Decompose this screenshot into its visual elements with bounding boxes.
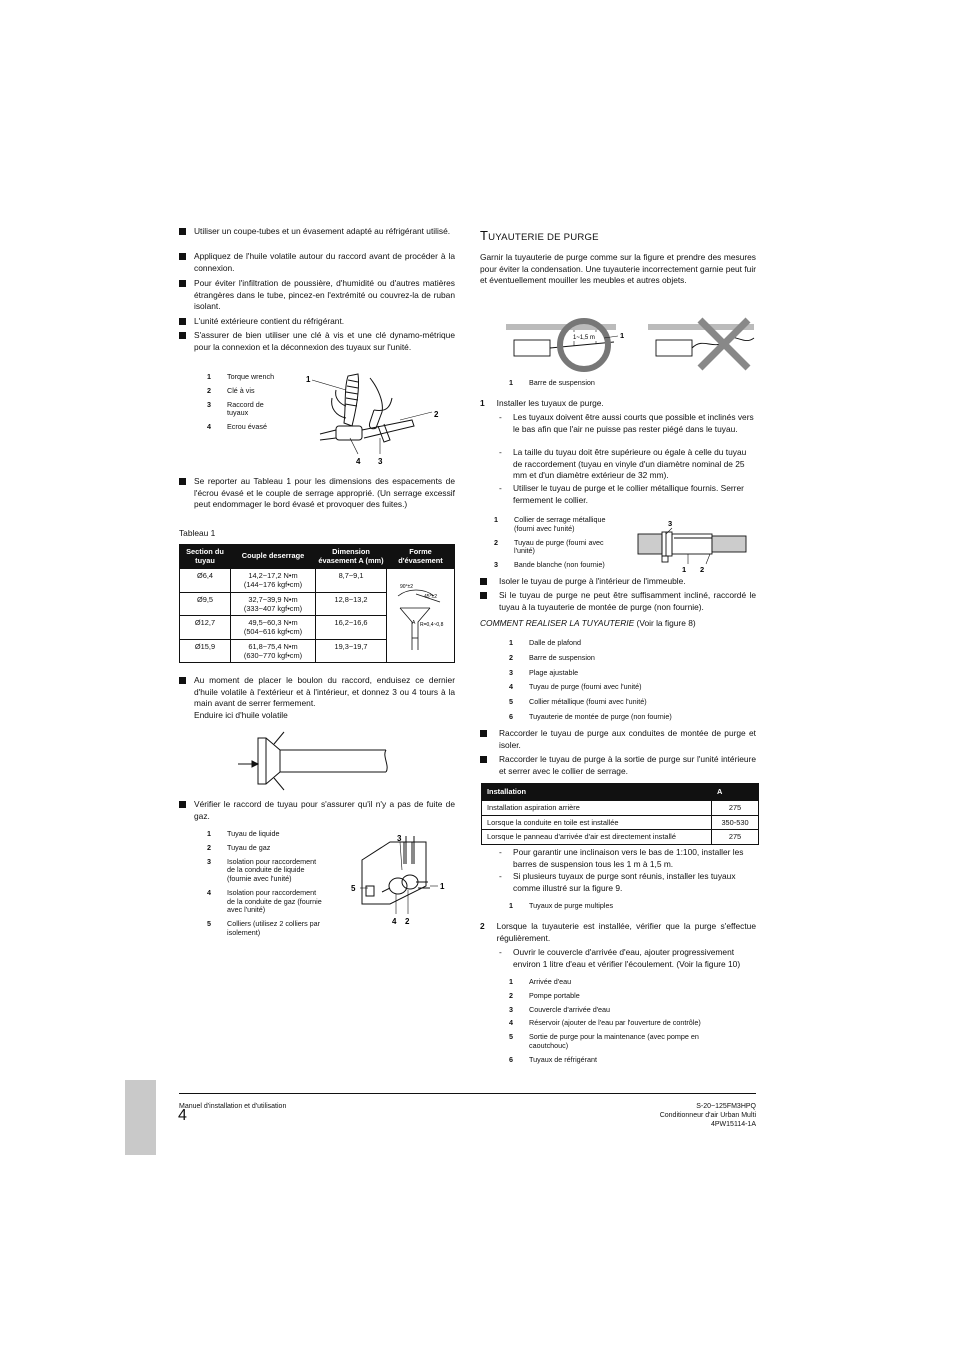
table-row: [180, 569, 455, 593]
step-number: 1: [480, 398, 485, 408]
table-cell: [231, 569, 316, 593]
figure-8-reference: [480, 618, 696, 630]
dash-item: - Pour garantir une inclinaison vers le bas de 1:100, installer les barres de suspension tous les 1 m à 1,5 m.: [499, 847, 756, 870]
torque-value: 61,8~75,4 N•m: [248, 641, 298, 651]
legend-text: Isolation pour raccordement de la conduite de gaz (fournie avec l'unité): [227, 887, 322, 915]
footer-rule: [179, 1093, 756, 1094]
legend-text: Collier de serrage métallique (fourni avec l'unité): [514, 515, 606, 533]
flare-shape-drawing: [390, 574, 452, 654]
table-header: Section du tuyau: [180, 545, 231, 569]
flare-shape-cell: [387, 569, 455, 663]
legend-text: Ecrou évasé: [227, 422, 267, 432]
clamp-figure: [636, 514, 756, 576]
fig1-legend: [509, 379, 709, 393]
dimension-label: A: [411, 620, 415, 627]
spacing-label: 1~1,5 m: [573, 335, 595, 341]
step-text: Lorsque la tuyauterie est installée, vérifier que la purge s'effectue régulièrement.: [496, 921, 756, 943]
legend-number: 1: [509, 638, 513, 647]
bullet-text: Utiliser un coupe-tubes et un évasement adapté au réfrigérant utilisé.: [194, 226, 451, 236]
table-cell: Lorsque la conduite en toile est installée: [482, 815, 712, 830]
bullet-item: [179, 675, 455, 721]
callout-2: 2: [405, 917, 410, 926]
table-cell: [231, 616, 316, 640]
bullet-item: [179, 226, 455, 238]
table-cell: 8,7~9,1: [316, 569, 387, 593]
section-title: [480, 227, 599, 245]
bullet-square-icon: [179, 801, 186, 808]
legend-text: Isolation pour raccordement de la conduite de liquide (fournie avec l'unité): [227, 856, 317, 884]
dash-text: Les tuyaux doivent être aussi courts que possible et inclinés vers le bas afin que l'air ne puisse pas rester piégé dans le tuyau.: [513, 412, 754, 434]
table-row: [482, 801, 759, 816]
legend-number: 5: [207, 919, 211, 929]
title-initial: T: [480, 228, 489, 243]
dash-item: - La taille du tuyau doit être supérieure ou égale à celle du tuyau de raccordement (tuyau en vinyle d'un diamètre nominal de 25 mm et d'un diamètre extérieur de 32 mm).: [499, 447, 756, 482]
comment-rest: (Voir la figure 8): [634, 618, 696, 628]
table-header: A: [712, 784, 759, 801]
bullet-item: [480, 754, 756, 777]
bullet-item: [480, 728, 756, 751]
bullet-text: Pour éviter l'infiltration de poussière, d'humidité ou d'autres matières étrangères dans le tube, pincez-en l'extrémité ou couvrez-la de ruban isolant.: [194, 278, 455, 312]
legend-text: Collier métallique (fourni avec l'unité): [529, 697, 647, 707]
bullet-text: Vérifier le raccord de tuyau pour s'assurer qu'il n'y a pas de fuite de gaz.: [194, 799, 455, 821]
oil-note: Enduire ici d'huile volatile: [194, 709, 288, 720]
callout-3: 3: [397, 834, 402, 843]
torque-kgf: (630~770 kgf•cm): [243, 650, 303, 660]
fig8-legend: [509, 639, 729, 728]
legend-text: Plage ajustable: [529, 667, 579, 677]
legend-number: 1: [509, 977, 513, 986]
bullet-square-icon: [179, 228, 186, 235]
bullet-square-icon: [480, 756, 487, 763]
callout-1: 1: [306, 375, 311, 384]
table-cell: 275: [712, 830, 759, 845]
callout-3: 3: [378, 457, 383, 466]
callout-4: 4: [356, 457, 361, 466]
legend-number: 3: [207, 399, 211, 409]
legend-number: 1: [509, 901, 513, 910]
table-cell: Ø12,7: [180, 616, 231, 640]
footer-manual-title: Manuel d'installation et d'utilisation: [179, 1103, 287, 1110]
angle-label: 45°±2: [423, 594, 437, 601]
bullet-item: [480, 576, 756, 588]
table-cell: Installation aspiration arrière: [482, 801, 712, 816]
legend-number: 5: [509, 697, 513, 707]
bullet-text: L'unité extérieure contient du réfrigérant.: [194, 316, 345, 326]
legend-number: 2: [494, 537, 498, 547]
legend-text: Raccord de tuyaux: [227, 399, 264, 418]
legend-text: Tuyau de purge (fourni avec l'unité): [529, 682, 642, 692]
dash-item: - Les tuyaux doivent être aussi courts que possible et inclinés vers le bas afin que l'air ne puisse pas rester piégé dans le tuyau.: [499, 412, 756, 435]
legend-text: Torque wrench: [227, 372, 275, 381]
legend-text: Tuyau de liquide: [227, 829, 280, 838]
dash-text: Ouvrir le couvercle d'arrivée d'eau, ajouter progressivement environ 1 litre d'eau et vérifier l'écoulement. (Voir la figure 10): [513, 947, 741, 969]
legend-text: Barre de suspension: [529, 378, 595, 387]
legend-text: Pompe portable: [529, 990, 580, 1000]
bullet-square-icon: [179, 253, 186, 260]
dash-item: - Utiliser le tuyau de purge et le collier métallique fournis. Serrer fermement le collier.: [499, 483, 756, 506]
torque-kgf: (504~616 kgf•cm): [243, 627, 303, 637]
legend-number: 4: [509, 682, 513, 692]
legend-text: Barre de suspension: [529, 652, 595, 662]
legend-text: Sortie de purge pour la maintenance (avec pompe en caoutchouc): [529, 1032, 699, 1050]
legend-number: 5: [509, 1032, 513, 1042]
legend-number: 3: [494, 560, 498, 570]
bullet-item: [179, 278, 455, 313]
legend-number: 4: [509, 1018, 513, 1028]
wrench-illustration: [300, 368, 450, 468]
page-number: 4: [178, 1107, 187, 1124]
intro-paragraph: Garnir la tuyauterie de purge comme sur la figure et prendre des mesures pour éviter la condensation. Une tuyauterie incorrectement garnie peut fuir et éventuellement mouiller les meubles et autres objets.: [480, 252, 756, 286]
legend-text: Dalle de plafond: [529, 638, 581, 647]
table-cell: Ø15,9: [180, 639, 231, 663]
legend-text: Tuyaux de réfrigérant: [529, 1054, 598, 1064]
legend-text: Bande blanche (non fournie): [514, 560, 605, 570]
table-cell: 19,3~19,7: [316, 639, 387, 663]
callout-4: 4: [392, 917, 397, 926]
bullet-text: S'assurer de bien utiliser une clé à vis et une clé dynamo-métrique pour la connexion et la déconnexion des tuyaux sur l'unité.: [194, 330, 455, 352]
table-row: [482, 815, 759, 830]
bullet-text: Appliquez de l'huile volatile autour du raccord avant de procéder à la connexion.: [194, 251, 455, 273]
gas-legend: [207, 830, 325, 943]
callout-1: 1: [440, 882, 445, 891]
step-1: [480, 398, 604, 410]
bullet-item: [480, 590, 756, 613]
bullet-text: Si le tuyau de purge ne peut être suffisamment incliné, raccordé le tuyau à la tuyauterie de montée de purge (non fournie).: [499, 590, 756, 612]
title-rest: UYAUTERIE DE PURGE: [488, 232, 599, 243]
legend-text: Colliers (utilisez 2 colliers par isolement): [227, 919, 321, 938]
table-cell: 16,2~16,6: [316, 616, 387, 640]
bullet-item: [179, 799, 455, 822]
callout-2: 2: [700, 565, 705, 574]
legend-text: Clé à vis: [227, 385, 255, 395]
angle-label: 90°±2: [399, 584, 413, 591]
fig2-legend: [494, 516, 626, 575]
legend-text: Tuyauterie de montée de purge (non fournie): [529, 711, 672, 721]
bullet-item: [179, 330, 455, 353]
torque-value: 14,2~17,2 N•m: [248, 571, 298, 581]
side-tab: [125, 1080, 156, 1155]
legend-number: 2: [509, 990, 513, 1000]
legend-number: 4: [207, 887, 211, 897]
bullet-square-icon: [179, 332, 186, 339]
gas-check-illustration: [346, 830, 452, 930]
legend-number: 2: [509, 652, 513, 662]
legend-number: 3: [509, 667, 513, 677]
callout-1: 1: [620, 331, 625, 340]
table-cell: Ø6,4: [180, 569, 231, 593]
radius-label: R=0,4~0,8: [419, 622, 443, 629]
bullet-item: [179, 251, 455, 274]
legend-number: 1: [207, 829, 211, 838]
footer-doc-code: 4PW15114-1A: [710, 1121, 756, 1129]
legend-number: 4: [207, 422, 211, 432]
table-header: Couple deserrage: [231, 545, 316, 569]
fig9-legend: [509, 902, 709, 916]
dash-text: Si plusieurs tuyaux de purge sont réunis, installer les tuyaux comme illustré sur la figure 9.: [513, 871, 736, 893]
legend-number: 2: [207, 385, 211, 395]
step-number: 2: [480, 921, 485, 931]
bullet-square-icon: [179, 478, 186, 485]
dash-text: La taille du tuyau doit être supérieure ou égale à celle du tuyau de raccordement (tuyau en vinyle d'un diamètre nominal de 25 mm et d'un diamètre extérieur de 32 mm).: [513, 447, 747, 481]
legend-number: 1: [207, 372, 211, 381]
table-cell: 12,8~13,2: [316, 592, 387, 616]
callout-3: 3: [668, 519, 673, 528]
callout-5: 5: [351, 884, 356, 893]
torque-kgf: (333~407 kgf•cm): [243, 603, 303, 613]
torque-value: 49,5~60,3 N•m: [248, 618, 298, 628]
dash-item: - Si plusieurs tuyaux de purge sont réunis, installer les tuyaux comme illustré sur la figure 9.: [499, 871, 756, 894]
bullet-text: [194, 675, 455, 721]
table-row: [482, 830, 759, 845]
legend-text: Arrivée d'eau: [529, 977, 572, 986]
callout-2: 2: [434, 410, 439, 419]
installation-table: [481, 783, 759, 845]
bullet-square-icon: [179, 677, 186, 684]
comment-title: COMMENT REALISER LA TUYAUTERIE: [480, 618, 635, 628]
legend-text: Réservoir (ajouter de l'eau par l'ouverture de contrôle): [529, 1018, 701, 1028]
legend-number: 3: [509, 1004, 513, 1014]
dash-text: Utiliser le tuyau de purge et le collier métallique fournis. Serrer fermement le collier.: [513, 483, 744, 505]
legend-number: 6: [509, 711, 513, 721]
bullet-text: Raccorder le tuyau de purge à la sortie de purge sur l'unité intérieure et serrer avec le collier de serrage.: [499, 754, 756, 776]
table-caption: Tableau 1: [179, 528, 216, 538]
table-cell: Ø9,5: [180, 592, 231, 616]
footer-model-info: [600, 1102, 756, 1129]
bullet-square-icon: [179, 280, 186, 287]
legend-text: Tuyau de gaz: [227, 842, 271, 852]
table-header: Dimension évasement A (mm): [316, 545, 387, 569]
bullet-text: Isoler le tuyau de purge à l'intérieur de l'immeuble.: [499, 576, 686, 586]
table-header: Installation: [482, 784, 712, 801]
bullet-oil-text: Au moment de placer le boulon du raccord, enduisez ce dernier d'huile volatile à l'extérieur et à l'intérieur, et donnez 3 ou 4 tours à la main avant de serrer fermement.: [194, 675, 455, 709]
legend-number: 6: [509, 1054, 513, 1064]
step-2: [480, 921, 756, 944]
table-cell: Lorsque le panneau d'arrivée d'air est directement installé: [482, 830, 712, 845]
legend-number: 3: [207, 856, 211, 866]
table-cell: 275: [712, 801, 759, 816]
table-cell: [231, 592, 316, 616]
legend-number: 2: [207, 842, 211, 852]
footer-product: Conditionneur d'air Urban Multi: [659, 1112, 756, 1120]
fig10-legend: [509, 978, 739, 1069]
suspension-figure: [504, 312, 756, 374]
oil-illustration: [236, 728, 396, 794]
dash-text: Pour garantir une inclinaison vers le bas de 1:100, installer les barres de suspension tous les 1 m à 1,5 m.: [513, 847, 744, 869]
callout-1: 1: [682, 565, 687, 574]
bullet-square-icon: [480, 730, 487, 737]
step-text: Installer les tuyaux de purge.: [496, 398, 604, 408]
table-header: Forme d'évasement: [387, 545, 455, 569]
footer-model: S-20~125FM3HPQ: [696, 1103, 756, 1110]
dash-item: - Ouvrir le couvercle d'arrivée d'eau, ajouter progressivement environ 1 litre d'eau et vérifier l'écoulement. (Voir la figure 10): [499, 947, 756, 970]
table-cell: [231, 639, 316, 663]
flare-table: [179, 544, 455, 663]
bullet-text: Se reporter au Tableau 1 pour les dimensions des espacements de l'écrou évasé et le couple de serrage approprié. (Un serrage excessif peut endommager le bord évasé et provoquer des fuites.): [194, 476, 455, 510]
bullet-item: [179, 316, 455, 328]
torque-value: 32,7~39,9 N•m: [248, 594, 298, 604]
bullet-text: Raccorder le tuyau de purge aux conduites de montée de purge et isoler.: [499, 728, 756, 750]
legend-number: 1: [509, 378, 513, 387]
bullet-square-icon: [480, 592, 487, 599]
bullet-square-icon: [480, 578, 487, 585]
legend-number: 1: [494, 515, 498, 524]
table-cell: 350-530: [712, 815, 759, 830]
legend-text: Tuyaux de purge multiples: [529, 901, 614, 910]
bullet-square-icon: [179, 318, 186, 325]
wrench-legend: [207, 373, 297, 437]
legend-text: Couvercle d'arrivée d'eau: [529, 1004, 611, 1014]
legend-text: Tuyau de purge (fourni avec l'unité): [514, 537, 604, 556]
torque-kgf: (144~176 kgf•cm): [243, 580, 303, 590]
bullet-item: [179, 476, 455, 511]
